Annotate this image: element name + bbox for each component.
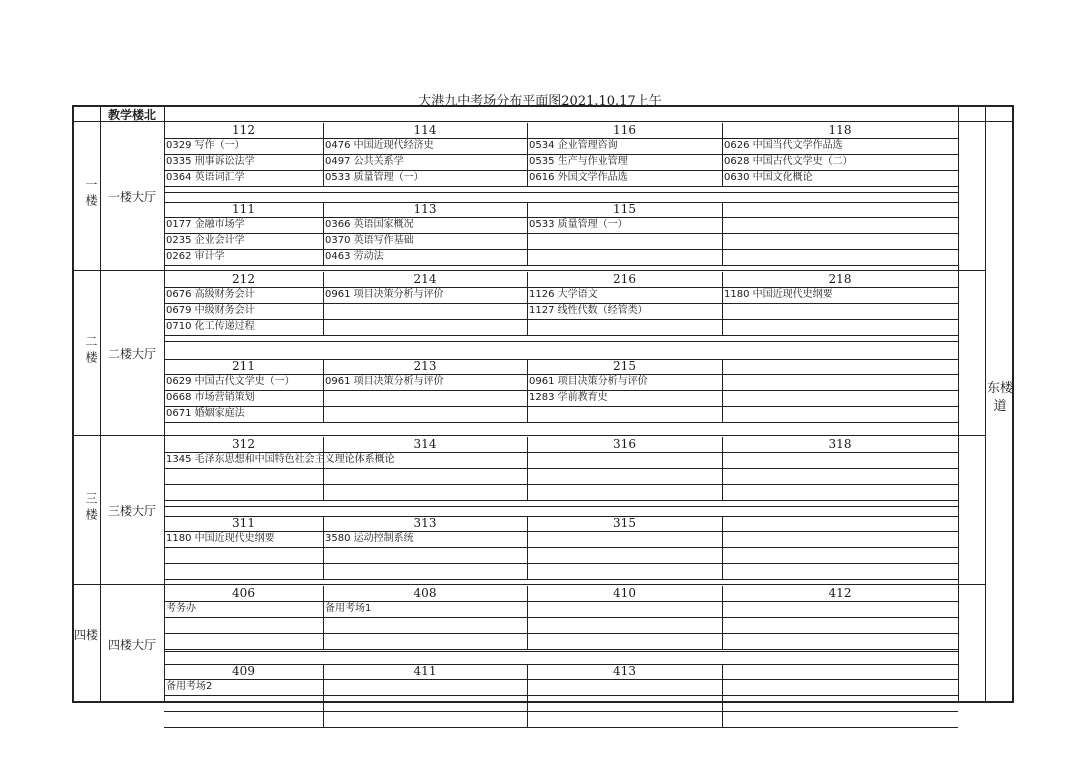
exam-subject: 备用考场2	[166, 681, 213, 692]
subject-row-line	[323, 154, 527, 155]
exam-subject: 0262 审计学	[166, 251, 225, 262]
subject-row-line	[323, 547, 527, 548]
exam-subject: 0961 项目决策分析与评价	[325, 289, 444, 300]
subject-row-line	[164, 374, 323, 375]
subject-row-line	[323, 484, 527, 485]
subject-row-line	[722, 711, 958, 712]
exam-subject: 0335 刑事诉讼法学	[166, 156, 255, 167]
exam-subject: 0961 项目决策分析与评价	[325, 376, 444, 387]
subject-row-line	[527, 727, 722, 728]
subject-row-line	[527, 601, 722, 602]
hall-label: 一楼大厅	[107, 189, 156, 204]
exam-subject: 0497 公共关系学	[325, 156, 404, 167]
subject-row-line	[323, 617, 527, 618]
subject-row-line	[164, 563, 323, 564]
subject-row-line	[164, 468, 323, 469]
subject-row-line	[722, 233, 958, 234]
subject-row-line	[722, 452, 958, 453]
subject-row-line	[323, 711, 527, 712]
room-number: 312	[232, 437, 255, 451]
exam-subject: 1127 线性代数（经管类）	[529, 305, 648, 316]
room-number: 216	[613, 272, 636, 286]
subject-row-line	[164, 579, 323, 580]
exam-subject: 1283 学前教育史	[529, 392, 608, 403]
subject-row-line	[527, 406, 722, 407]
subject-row-line	[722, 319, 958, 320]
subject-row-line	[527, 303, 722, 304]
subject-row-line	[527, 265, 722, 266]
subject-row-line	[323, 452, 527, 453]
room-number: 409	[232, 664, 255, 678]
exam-subject: 1126 大学语文	[529, 289, 598, 300]
subject-row-line	[323, 217, 527, 218]
room-number: 410	[613, 586, 636, 600]
subject-row-line	[323, 695, 527, 696]
subject-row-line	[323, 303, 527, 304]
floor-label: 一楼	[84, 177, 98, 210]
subject-row-line	[527, 617, 722, 618]
subject-row-line	[164, 484, 323, 485]
room-number: 215	[613, 359, 636, 373]
subject-row-line	[164, 679, 323, 680]
exam-subject: 0329 写作（一）	[166, 140, 245, 151]
exam-subject: 0534 企业管理咨询	[529, 140, 618, 151]
subject-row-line	[323, 138, 527, 139]
subject-row-line	[722, 154, 958, 155]
subject-row-line	[323, 468, 527, 469]
subject-row-line	[164, 406, 323, 407]
subject-row-line	[527, 711, 722, 712]
room-number: 213	[413, 359, 437, 373]
exam-subject: 0463 劳动法	[325, 251, 384, 262]
exam-subject: 0476 中国近现代经济史	[325, 140, 434, 151]
subject-row-line	[722, 679, 958, 680]
subject-row-line	[164, 186, 323, 187]
subject-row-line	[527, 679, 722, 680]
exam-subject: 0961 项目决策分析与评价	[529, 376, 648, 387]
subject-row-line	[527, 170, 722, 171]
subject-row-line	[527, 287, 722, 288]
room-number: 113	[413, 202, 437, 216]
exam-subject: 0533 质量管理（一）	[529, 219, 628, 230]
subject-row-line	[164, 500, 323, 501]
subject-row-line	[722, 287, 958, 288]
subject-row-line	[722, 265, 958, 266]
subject-row-line	[527, 138, 722, 139]
subject-row-line	[164, 303, 323, 304]
exam-subject: 3580 运动控制系统	[325, 533, 414, 544]
subject-row-line	[323, 727, 527, 728]
subject-row-line	[527, 390, 722, 391]
subject-row-line	[164, 547, 323, 548]
exam-subject: 0676 高级财务会计	[166, 289, 255, 300]
subject-row-line	[722, 547, 958, 548]
building-north-label: 教学楼北	[107, 108, 156, 122]
subject-row-line	[722, 727, 958, 728]
subject-row-line	[323, 406, 527, 407]
subject-row-line	[527, 319, 722, 320]
subject-row-line	[164, 727, 323, 728]
subject-row-line	[722, 249, 958, 250]
floor-label: 四楼	[73, 627, 98, 642]
subject-row-line	[527, 695, 722, 696]
exam-subject: 0364 英语词汇学	[166, 172, 245, 183]
exam-subject: 1345 毛泽东思想和中国特色社会主义理论体系概论	[166, 454, 395, 465]
subject-row-line	[164, 319, 323, 320]
subject-row-line	[722, 374, 958, 375]
subject-row-line	[722, 617, 958, 618]
subject-row-line	[527, 649, 722, 650]
subject-row-line	[164, 249, 323, 250]
subject-row-line	[164, 617, 323, 618]
subject-row-line	[164, 422, 323, 423]
hallway-line	[164, 341, 958, 342]
exam-subject: 0679 中级财务会计	[166, 305, 255, 316]
exam-subject: 0535 生产与作业管理	[529, 156, 628, 167]
subject-row-line	[164, 695, 323, 696]
exam-subject: 0668 市场营销策划	[166, 392, 255, 403]
floor-label: 三楼	[84, 491, 98, 524]
subject-row-line	[164, 711, 323, 712]
page-title: 大港九中考场分布平面图2021.10.17上午	[418, 94, 662, 109]
subject-row-line	[722, 138, 958, 139]
exam-subject: 0630 中国文化概论	[724, 172, 813, 183]
floor-divider	[72, 270, 985, 271]
subject-row-line	[527, 468, 722, 469]
exam-subject: 1180 中国近现代史纲要	[166, 533, 275, 544]
subject-row-line	[323, 531, 527, 532]
room-number: 116	[613, 123, 636, 137]
exam-subject: 0628 中国古代文学史（二）	[724, 156, 853, 167]
hall-label: 三楼大厅	[107, 503, 156, 518]
subject-row-line	[323, 390, 527, 391]
subject-row-line	[527, 500, 722, 501]
subject-row-line	[527, 563, 722, 564]
right-column-divider	[958, 105, 959, 703]
subject-row-line	[323, 422, 527, 423]
exam-subject: 1180 中国近现代史纲要	[724, 289, 833, 300]
subject-row-line	[323, 287, 527, 288]
subject-row-line	[722, 633, 958, 634]
subject-row-line	[164, 390, 323, 391]
exam-subject: 备用考场1	[325, 603, 372, 614]
hallway-line	[164, 506, 958, 507]
room-number: 316	[613, 437, 636, 451]
subject-row-line	[527, 335, 722, 336]
subject-row-line	[164, 335, 323, 336]
subject-row-line	[323, 649, 527, 650]
subject-row-line	[722, 695, 958, 696]
room-number: 112	[232, 123, 255, 137]
hallway-line	[164, 192, 958, 193]
subject-row-line	[164, 633, 323, 634]
room-number: 212	[232, 272, 255, 286]
room-number: 314	[413, 437, 437, 451]
subject-row-line	[527, 422, 722, 423]
subject-row-line	[722, 170, 958, 171]
subject-row-line	[722, 335, 958, 336]
hall-label: 二楼大厅	[107, 346, 156, 361]
subject-row-line	[722, 468, 958, 469]
subject-row-line	[164, 452, 323, 453]
subject-row-line	[323, 170, 527, 171]
subject-row-line	[722, 186, 958, 187]
hall-label: 四楼大厅	[107, 637, 156, 652]
subject-row-line	[527, 633, 722, 634]
hallway-line	[164, 651, 958, 652]
subject-row-line	[164, 287, 323, 288]
exam-subject: 0671 婚姻家庭法	[166, 408, 245, 419]
room-number: 413	[613, 664, 636, 678]
room-number: 311	[232, 516, 255, 530]
room-number: 115	[613, 202, 636, 216]
subject-row-line	[164, 601, 323, 602]
room-number: 218	[828, 272, 852, 286]
subject-row-line	[323, 500, 527, 501]
subject-row-line	[527, 186, 722, 187]
room-number: 313	[413, 516, 437, 530]
subject-row-line	[527, 374, 722, 375]
subject-row-line	[323, 233, 527, 234]
room-number: 315	[613, 516, 636, 530]
exam-subject: 0629 中国古代文学史（一）	[166, 376, 295, 387]
subject-row-line	[722, 484, 958, 485]
exam-subject: 考务办	[166, 603, 196, 614]
exam-subject: 0626 中国当代文学作品选	[724, 140, 843, 151]
subject-row-line	[164, 233, 323, 234]
subject-row-line	[527, 233, 722, 234]
room-number: 408	[413, 586, 437, 600]
subject-row-line	[722, 601, 958, 602]
subject-row-line	[722, 303, 958, 304]
east-corridor-label: 东楼道	[987, 381, 1014, 414]
subject-row-line	[527, 484, 722, 485]
subject-row-line	[722, 531, 958, 532]
subject-row-line	[164, 170, 323, 171]
subject-row-line	[323, 579, 527, 580]
subject-row-line	[527, 579, 722, 580]
subject-row-line	[722, 500, 958, 501]
room-number: 111	[232, 202, 255, 216]
floor-divider	[72, 435, 985, 436]
subject-row-line	[164, 217, 323, 218]
exam-subject: 0616 外国文学作品选	[529, 172, 628, 183]
room-number: 211	[232, 359, 255, 373]
subject-row-line	[323, 186, 527, 187]
exam-subject: 0235 企业会计学	[166, 235, 245, 246]
room-number: 114	[413, 123, 437, 137]
subject-row-line	[527, 452, 722, 453]
subject-row-line	[164, 649, 323, 650]
subject-row-line	[164, 531, 323, 532]
subject-row-line	[527, 531, 722, 532]
floor-divider	[72, 584, 985, 585]
subject-row-line	[527, 154, 722, 155]
subject-row-line	[323, 265, 527, 266]
subject-row-line	[722, 217, 958, 218]
subject-row-line	[722, 649, 958, 650]
exam-subject: 0366 英语国家概况	[325, 219, 414, 230]
subject-row-line	[323, 633, 527, 634]
exam-subject: 0177 金融市场学	[166, 219, 245, 230]
exam-subject: 0370 英语写作基础	[325, 235, 414, 246]
subject-row-line	[164, 138, 323, 139]
subject-row-line	[323, 679, 527, 680]
room-number: 118	[828, 123, 852, 137]
subject-row-line	[323, 319, 527, 320]
corridor-divider	[985, 105, 986, 703]
subject-row-line	[527, 547, 722, 548]
subject-row-line	[722, 579, 958, 580]
room-number: 214	[413, 272, 437, 286]
room-number: 411	[413, 664, 437, 678]
subject-row-line	[527, 249, 722, 250]
subject-row-line	[722, 390, 958, 391]
room-number: 412	[828, 586, 852, 600]
floor-label: 二楼	[84, 334, 98, 367]
subject-row-line	[527, 217, 722, 218]
subject-row-line	[722, 563, 958, 564]
header-divider	[72, 121, 1014, 122]
subject-row-line	[722, 422, 958, 423]
exam-subject: 0533 质量管理（一）	[325, 172, 424, 183]
subject-row-line	[323, 563, 527, 564]
subject-row-line	[164, 154, 323, 155]
subject-row-line	[722, 406, 958, 407]
exam-subject: 0710 化工传递过程	[166, 321, 255, 332]
subject-row-line	[323, 249, 527, 250]
subject-row-line	[323, 335, 527, 336]
room-number: 406	[232, 586, 255, 600]
subject-row-line	[323, 374, 527, 375]
room-number: 318	[828, 437, 852, 451]
subject-row-line	[323, 601, 527, 602]
subject-row-line	[164, 265, 323, 266]
